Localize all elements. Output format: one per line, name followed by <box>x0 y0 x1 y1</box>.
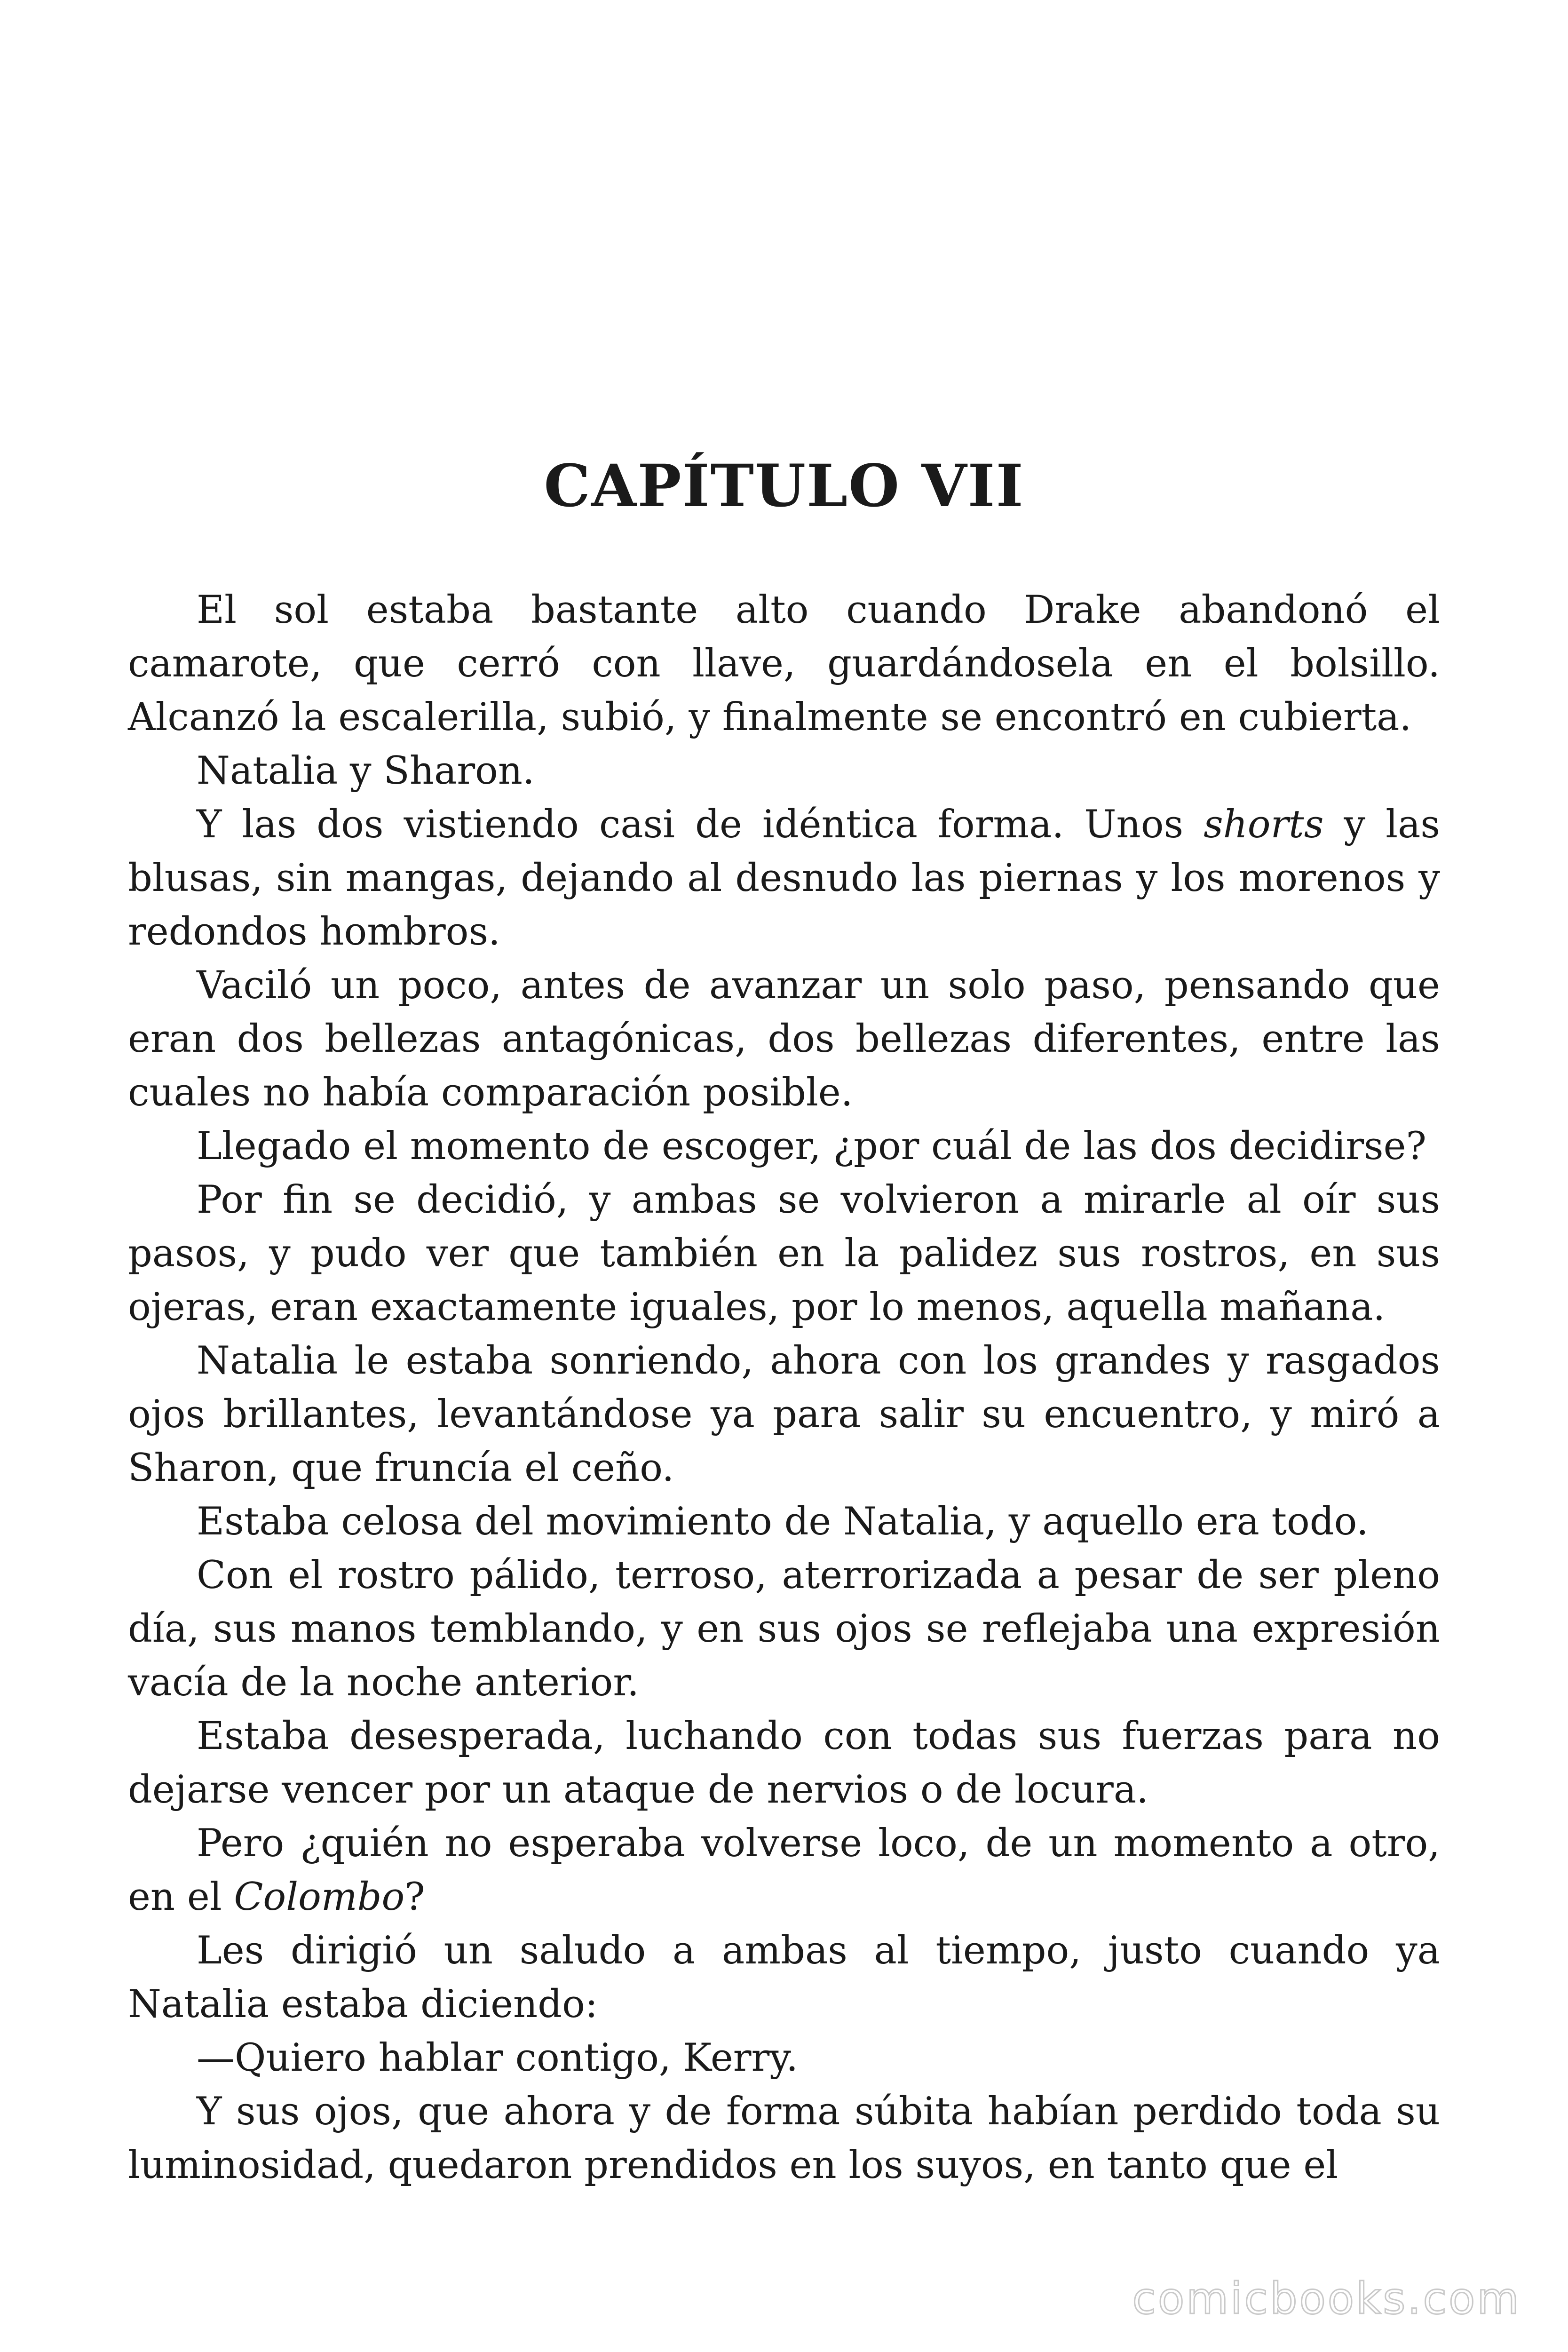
paragraph <box>128 1549 1440 1709</box>
italic-text: shorts <box>1204 803 1324 847</box>
paragraph-text: Les dirigió un saludo a ambas al tiempo, justo cuando ya Natalia estaba diciendo: <box>128 1929 1440 2026</box>
paragraph <box>128 2085 1440 2192</box>
italic-text: Colombo <box>234 1875 405 1919</box>
paragraph-text: —Quiero hablar contigo, Kerry. <box>197 2036 798 2080</box>
paragraph-text: El sol estaba bastante alto cuando Drake abandonó el camarote, que cerró con llave, guardándosela en el bolsillo. Alcanzó la escalerilla, subió, y finalmente se encontró en cubierta. <box>128 588 1440 739</box>
paragraph-text: Natalia le estaba sonriendo, ahora con los grandes y rasgados ojos brillantes, levantándose ya para salir su encuentro, y miró a Sharon, que fruncía el ceño. <box>128 1339 1440 1490</box>
paragraph-text: Natalia y Sharon. <box>197 749 535 793</box>
watermark-logo: comicbooks.com <box>1132 2273 1521 2324</box>
paragraph-text: Y las dos vistiendo casi de idéntica forma. Unos <box>197 803 1204 847</box>
paragraph <box>128 2031 1440 2085</box>
paragraph <box>128 959 1440 1120</box>
paragraph <box>128 1709 1440 1817</box>
paragraph-text: ? <box>404 1875 425 1919</box>
paragraph <box>128 798 1440 959</box>
paragraph <box>128 1924 1440 2031</box>
paragraph-text: Vaciló un poco, antes de avanzar un solo paso, pensando que eran dos bellezas antagónicas, dos bellezas diferentes, entre las cuales no había comparación posible. <box>128 963 1440 1115</box>
chapter-title: CAPÍTULO VII <box>544 452 1024 520</box>
paragraph-text: Por fin se decidió, y ambas se volvieron a mirarle al oír sus pasos, y pudo ver que también en la palidez sus rostros, en sus ojeras, eran exactamente iguales, por lo menos, aquella mañana. <box>128 1178 1440 1329</box>
paragraph <box>128 1120 1440 1173</box>
paragraph <box>128 583 1440 744</box>
paragraph-text: Con el rostro pálido, terroso, aterrorizada a pesar de ser pleno día, sus manos temblando, y en sus ojos se reflejaba una expresión vacía de la noche anterior. <box>128 1553 1440 1705</box>
paragraph-text: Llegado el momento de escoger, ¿por cuál de las dos decidirse? <box>197 1124 1426 1168</box>
paragraph <box>128 744 1440 798</box>
paragraph-text: Estaba desesperada, luchando con todas sus fuerzas para no dejarse vencer por un ataque de nervios o de locura. <box>128 1714 1440 1812</box>
paragraph-text: Pero ¿quién no esperaba volverse loco, de un momento a otro, en el <box>128 1821 1440 1919</box>
paragraph <box>128 1495 1440 1549</box>
chapter-body <box>128 583 1440 2192</box>
paragraph <box>128 1334 1440 1495</box>
paragraph <box>128 1173 1440 1334</box>
paragraph-text: Estaba celosa del movimiento de Natalia, y aquello era todo. <box>197 1500 1369 1544</box>
paragraph-text: Y sus ojos, que ahora y de forma súbita habían perdido toda su luminosidad, quedaron prendidos en los suyos, en tanto que el <box>128 2090 1440 2187</box>
paragraph-text: y las blusas, sin mangas, dejando al desnudo las piernas y los morenos y redondos hombros. <box>128 803 1440 954</box>
paragraph <box>128 1817 1440 1924</box>
